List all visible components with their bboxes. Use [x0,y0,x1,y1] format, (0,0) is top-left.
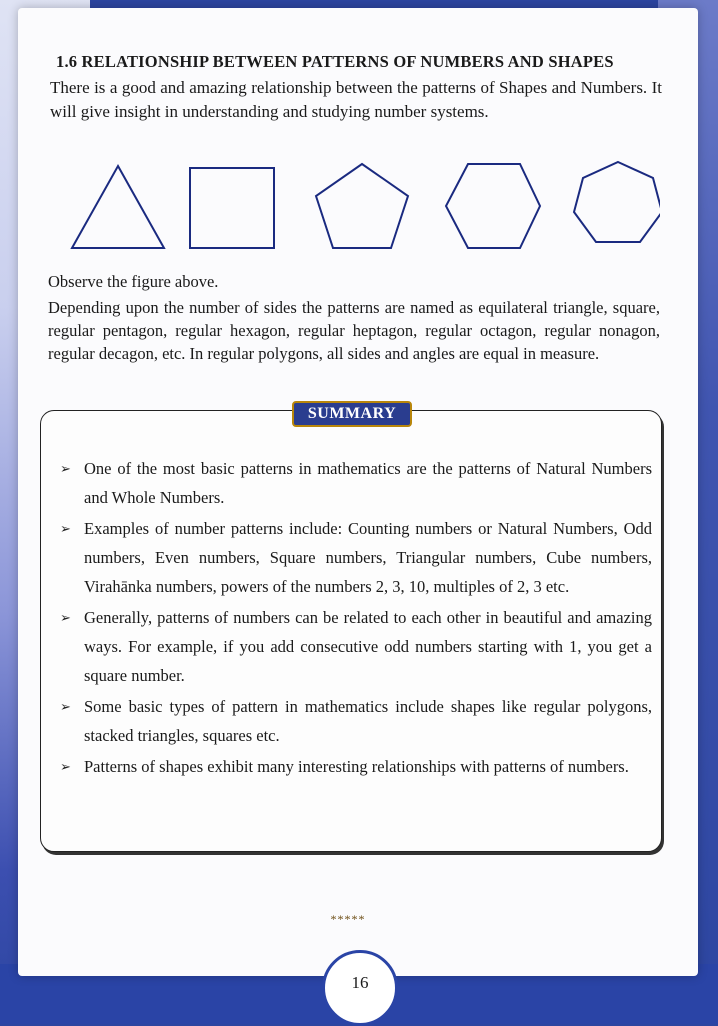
section-heading: 1.6 RELATIONSHIP BETWEEN PATTERNS OF NUMBERS AND SHAPES [56,52,614,71]
triangle-icon [72,166,164,248]
arrow-bullet-icon: ➢ [60,699,71,714]
summary-item [58,603,652,690]
arrow-bullet-icon: ➢ [60,759,71,774]
arrow-bullet-icon: ➢ [60,461,71,476]
arrow-bullet-icon: ➢ [60,610,71,625]
summary-list [58,454,652,783]
summary-item-text: Generally, patterns of numbers can be related to each other in beautiful and amazing ways. For example, if you add consecutive odd numbers starting with 1, you get a square number. [84,608,652,685]
summary-item-text: Some basic types of pattern in mathematics include shapes like regular polygons, stacked triangles, squares etc. [84,697,652,745]
page-number: 16 [351,973,369,992]
summary-item [58,692,652,750]
summary-title: SUMMARY [292,401,412,427]
description-paragraph: Depending upon the number of sides the patterns are named as equilateral triangle, square, regular pentagon, regular hexagon, regular heptagon, regular octagon, regular nonagon, regular decagon, etc. In regular polygons, all sides and angles are equal in measure. [48,298,660,363]
observe-text: Observe the figure above. [48,272,219,291]
square-icon [190,168,274,248]
summary-item-text: Patterns of shapes exhibit many interesting relationships with patterns of numbers. [84,757,629,776]
section-end-stars: ***** [330,912,366,926]
heptagon-icon [574,162,660,242]
pentagon-icon [316,164,408,248]
hexagon-icon [446,164,540,248]
summary-item-text: Examples of number patterns include: Counting numbers or Natural Numbers, Odd numbers, Even numbers, Square numbers, Triangular numbers, Cube numbers, Virahānka numbers, powers of the numbers 2, 3, 10, multiples of 2, 3 etc. [84,519,652,596]
arrow-bullet-icon: ➢ [60,521,71,536]
summary-item-text: One of the most basic patterns in mathematics are the patterns of Natural Numbers and Whole Numbers. [84,459,652,507]
page-number-badge [322,950,398,1026]
summary-item [58,752,652,781]
summary-item [58,514,652,601]
summary-item [58,454,652,512]
intro-paragraph: There is a good and amazing relationship between the patterns of Shapes and Numbers. It will give insight in understanding and studying number systems. [50,78,662,121]
polygon-figure [40,150,660,260]
